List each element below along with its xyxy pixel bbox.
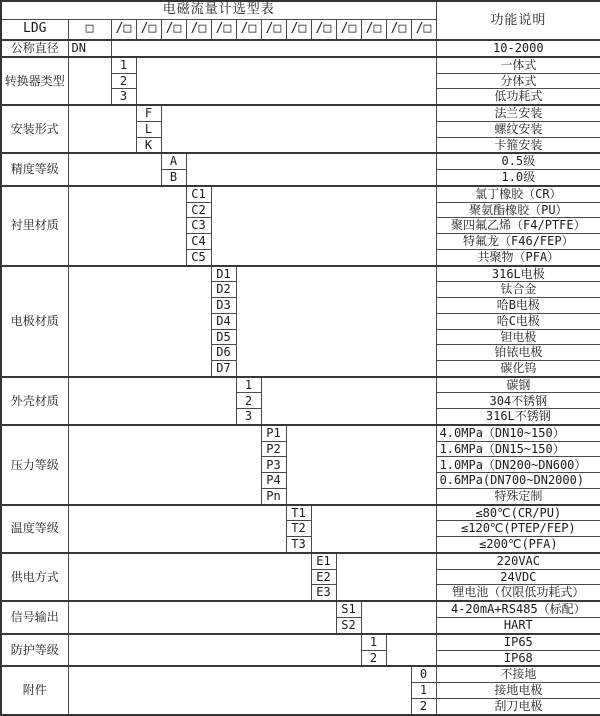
option-description: 0.6MPa(DN700~DN2000) bbox=[436, 473, 600, 489]
section-label: 供电方式 bbox=[1, 553, 68, 601]
spacer-cell bbox=[361, 601, 436, 634]
option-code: D1 bbox=[211, 266, 236, 282]
model-code-slot: /□ bbox=[311, 19, 336, 40]
option-code: K bbox=[136, 137, 161, 153]
option-code: T2 bbox=[286, 521, 311, 537]
spacer-cell bbox=[68, 186, 186, 266]
option-description: 碳钢 bbox=[436, 377, 600, 393]
section-label: 衬里材质 bbox=[1, 186, 68, 266]
model-code-slot: /□ bbox=[211, 19, 236, 40]
option-description: 接地电极 bbox=[436, 683, 600, 699]
model-code-slot: /□ bbox=[361, 19, 386, 40]
option-code: P2 bbox=[261, 441, 286, 457]
spacer-cell bbox=[211, 186, 436, 266]
spacer-cell bbox=[68, 666, 411, 715]
spacer-cell bbox=[386, 634, 436, 667]
table-title: 电磁流量计选型表 bbox=[1, 1, 436, 19]
spacer-cell bbox=[68, 153, 161, 186]
spacer-cell bbox=[261, 377, 436, 425]
option-description: ≤200℃(PFA) bbox=[436, 537, 600, 553]
option-code: 1 bbox=[111, 57, 136, 73]
option-description: 304不锈钢 bbox=[436, 393, 600, 409]
spacer-cell bbox=[68, 505, 286, 553]
option-description: HART bbox=[436, 617, 600, 633]
spacer-cell bbox=[186, 153, 436, 186]
section-label: 精度等级 bbox=[1, 153, 68, 186]
option-description: 卡箍安装 bbox=[436, 137, 600, 153]
section-label: 公称直径 bbox=[1, 40, 68, 57]
option-code: D3 bbox=[211, 298, 236, 314]
option-description: 钛合金 bbox=[436, 282, 600, 298]
spacer-cell bbox=[68, 57, 111, 105]
option-code: P1 bbox=[261, 425, 286, 441]
option-description: 220VAC bbox=[436, 553, 600, 569]
option-description: 锂电池（仅限低功耗式） bbox=[436, 585, 600, 601]
spacer-cell bbox=[68, 553, 311, 601]
option-code: F bbox=[136, 105, 161, 121]
option-description: 特殊定制 bbox=[436, 488, 600, 504]
option-description: 共聚物（PFA） bbox=[436, 249, 600, 265]
option-description: 4-20mA+RS485（标配） bbox=[436, 601, 600, 617]
option-code: 2 bbox=[411, 698, 436, 715]
option-description: ≤80℃(CR/PU) bbox=[436, 505, 600, 521]
option-description: 分体式 bbox=[436, 73, 600, 89]
model-code-slot: /□ bbox=[261, 19, 286, 40]
function-description-header: 功能说明 bbox=[436, 1, 600, 40]
spacer-cell bbox=[311, 505, 436, 553]
spacer-cell bbox=[111, 40, 436, 57]
spacer-cell bbox=[136, 57, 436, 105]
section-label: 压力等级 bbox=[1, 425, 68, 505]
model-code-slot: /□ bbox=[161, 19, 186, 40]
spacer-cell bbox=[161, 105, 436, 153]
option-code: E1 bbox=[311, 553, 336, 569]
spacer-cell bbox=[68, 425, 261, 505]
option-code: D7 bbox=[211, 360, 236, 376]
option-code: T3 bbox=[286, 537, 311, 553]
option-code: D2 bbox=[211, 282, 236, 298]
model-code-slot: /□ bbox=[136, 19, 161, 40]
option-code: C5 bbox=[186, 249, 211, 265]
option-description: 螺纹安装 bbox=[436, 121, 600, 137]
option-code: C3 bbox=[186, 218, 211, 234]
option-code: D4 bbox=[211, 313, 236, 329]
option-description: 一体式 bbox=[436, 57, 600, 73]
spacer-cell bbox=[68, 634, 361, 667]
model-code-slot: /□ bbox=[286, 19, 311, 40]
option-code: 1 bbox=[411, 683, 436, 699]
option-code: L bbox=[136, 121, 161, 137]
option-description: IP65 bbox=[436, 634, 600, 650]
spacer-cell bbox=[286, 425, 436, 505]
section-label: 附件 bbox=[1, 666, 68, 715]
option-description: 低功耗式 bbox=[436, 89, 600, 105]
option-code: 2 bbox=[111, 73, 136, 89]
option-description: 钽电极 bbox=[436, 329, 600, 345]
spacer-cell bbox=[68, 377, 236, 425]
option-description: 0.5级 bbox=[436, 153, 600, 169]
option-description: 哈B电极 bbox=[436, 298, 600, 314]
model-code-slot: /□ bbox=[236, 19, 261, 40]
option-code: DN bbox=[68, 40, 111, 57]
model-code-slot: /□ bbox=[186, 19, 211, 40]
model-code-slot: /□ bbox=[336, 19, 361, 40]
option-code: C4 bbox=[186, 234, 211, 250]
section-label: 电极材质 bbox=[1, 266, 68, 377]
model-code-prefix: LDG bbox=[1, 19, 68, 40]
spacer-cell bbox=[68, 601, 336, 634]
option-code: 2 bbox=[361, 650, 386, 666]
section-label: 安装形式 bbox=[1, 105, 68, 153]
option-code: 3 bbox=[236, 409, 261, 425]
option-description: 24VDC bbox=[436, 569, 600, 585]
option-description: 聚四氟乙烯（F4/PTFE） bbox=[436, 218, 600, 234]
option-description: 316L电极 bbox=[436, 266, 600, 282]
option-code: 1 bbox=[236, 377, 261, 393]
spacer-cell bbox=[236, 266, 436, 377]
option-description: IP68 bbox=[436, 650, 600, 666]
option-description: 不接地 bbox=[436, 666, 600, 682]
model-code-slot: /□ bbox=[111, 19, 136, 40]
option-code: A bbox=[161, 153, 186, 169]
option-description: 氯丁橡胶（CR） bbox=[436, 186, 600, 202]
option-code: 3 bbox=[111, 89, 136, 105]
option-code: E2 bbox=[311, 569, 336, 585]
option-code: P3 bbox=[261, 457, 286, 473]
option-description: 1.6MPa（DN15~150） bbox=[436, 441, 600, 457]
option-code: 2 bbox=[236, 393, 261, 409]
option-code: S1 bbox=[336, 601, 361, 617]
option-description: 特氟龙（F46/FEP） bbox=[436, 234, 600, 250]
model-code-slot: /□ bbox=[386, 19, 411, 40]
option-code: B bbox=[161, 170, 186, 186]
spacer-cell bbox=[336, 553, 436, 601]
option-code: C1 bbox=[186, 186, 211, 202]
section-label: 外壳材质 bbox=[1, 377, 68, 425]
option-code: 0 bbox=[411, 666, 436, 682]
section-label: 转换器类型 bbox=[1, 57, 68, 105]
option-code: E3 bbox=[311, 585, 336, 601]
option-description: ≤120℃(PTEP/FEP) bbox=[436, 521, 600, 537]
option-description: 刮刀电极 bbox=[436, 698, 600, 715]
option-code: D6 bbox=[211, 345, 236, 361]
option-description: 1.0级 bbox=[436, 170, 600, 186]
option-code: Pn bbox=[261, 488, 286, 504]
option-description: 1.0MPa（DN200~DN600） bbox=[436, 457, 600, 473]
option-description: 铂铱电极 bbox=[436, 345, 600, 361]
option-description: 10-2000 bbox=[436, 40, 600, 57]
model-code-box: □ bbox=[68, 19, 111, 40]
option-code: S2 bbox=[336, 617, 361, 633]
section-label: 信号输出 bbox=[1, 601, 68, 634]
section-label: 温度等级 bbox=[1, 505, 68, 553]
option-description: 316L不锈钢 bbox=[436, 409, 600, 425]
option-description: 4.0MPa（DN10~150） bbox=[436, 425, 600, 441]
option-code: C2 bbox=[186, 202, 211, 218]
option-description: 哈C电极 bbox=[436, 313, 600, 329]
option-code: D5 bbox=[211, 329, 236, 345]
spacer-cell bbox=[68, 266, 211, 377]
option-code: P4 bbox=[261, 473, 286, 489]
model-code-slot: /□ bbox=[411, 19, 436, 40]
option-code: 1 bbox=[361, 634, 386, 650]
option-description: 法兰安装 bbox=[436, 105, 600, 121]
option-description: 碳化钨 bbox=[436, 360, 600, 376]
spacer-cell bbox=[68, 105, 136, 153]
option-description: 聚氨酯橡胶（PU） bbox=[436, 202, 600, 218]
option-code: T1 bbox=[286, 505, 311, 521]
section-label: 防护等级 bbox=[1, 634, 68, 667]
